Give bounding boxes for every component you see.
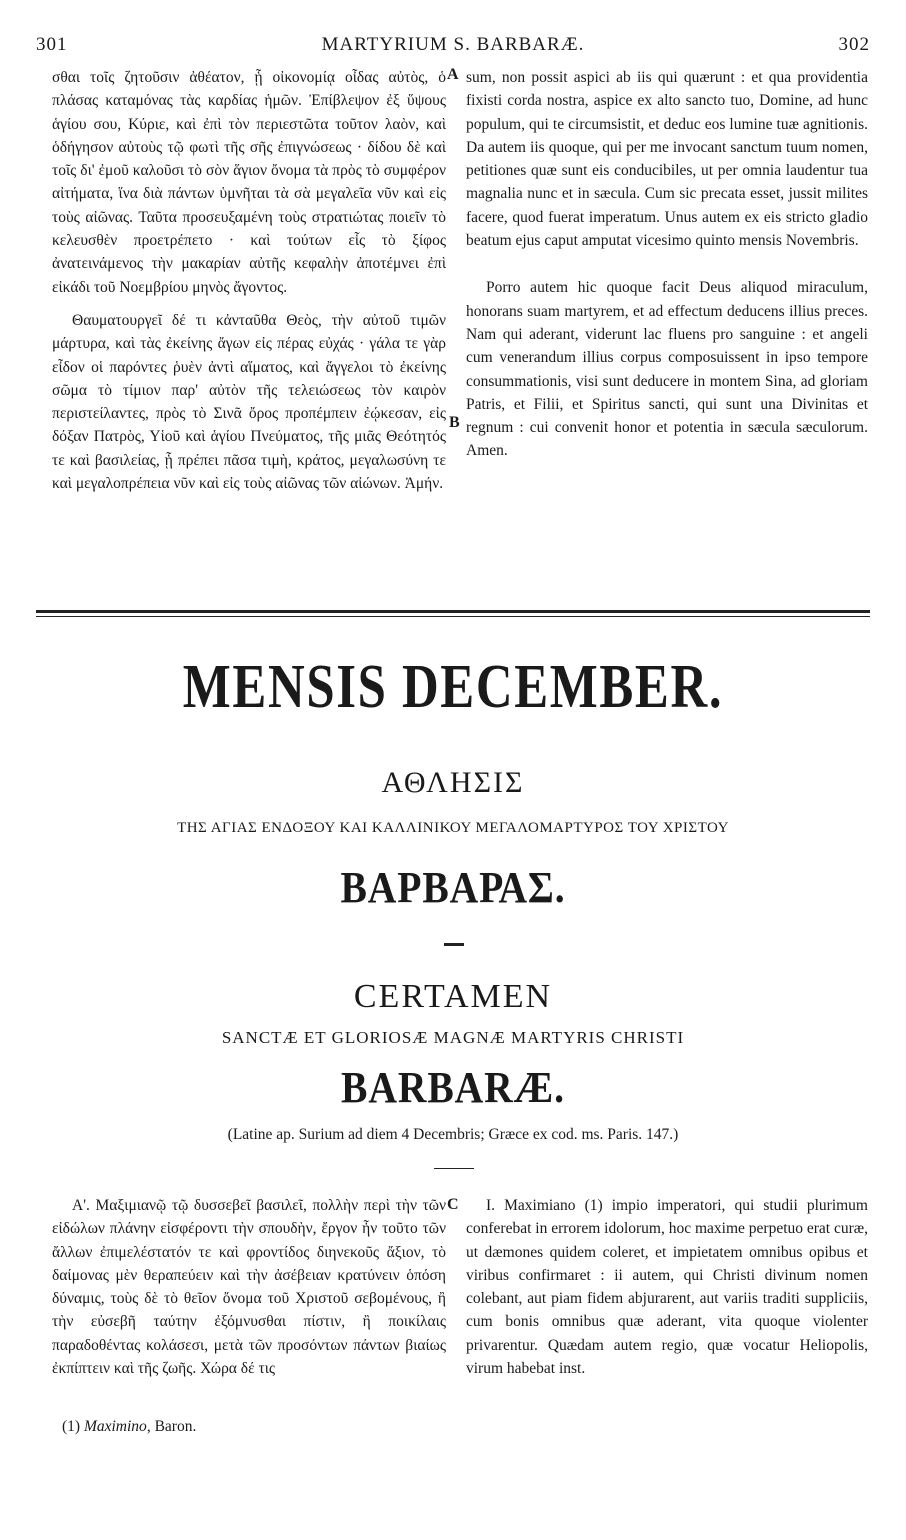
latin-column-bottom — [466, 1194, 868, 1380]
note-dash — [434, 1168, 474, 1169]
section-rule-thick — [36, 610, 870, 613]
running-title: MARTYRIUM S. BARBARÆ. — [321, 34, 585, 55]
margin-marker-c: C — [447, 1196, 459, 1213]
month-title: MENSIS DECEMBER. — [182, 653, 724, 721]
footnote — [62, 1418, 196, 1436]
greek-subtitle: ΤΗΣ ΑΓΙΑΣ ΕΝΔΟΞΟΥ ΚΑΙ ΚΑΛΛΙΝΙΚΟΥ ΜΕΓΑΛΟΜΑΡΤΥΡΟΣ ΤΟΥ ΧΡΙΣΤΟΥ — [177, 820, 729, 836]
greek-saint-name: ΒΑΡΒΑΡΑΣ. — [340, 863, 566, 912]
latin-paragraph-3: I. Maximiano (1) impio imperatori, qui studii plurimum conferebat in errorem idolorum, hoc maxime perpetuo erat curæ, ut dæmones quidem coleret, et impietatem omnibus opibus et viribus confirmaret : ii autem, qui Christi divinum nomen colebant, aut piam fidem abjurarent, aut variis traditi suppliciis, cum bonis omnibus quæ aderant, vita quoque violenter privarentur. Quædam autem regio, quæ vocatur Heliopolis, virum habebat inst. — [466, 1197, 868, 1378]
footnote-number: (1) — [62, 1418, 81, 1435]
latin-column-top — [466, 66, 868, 463]
greek-paragraph-2: Θαυματουργεῖ δέ τι κἀνταῦθα Θεὸς, τὴν αὐτοῦ τιμῶν μάρτυρα, καὶ τὰς ἐκείνης ἄγων εἰς πέρας εὐχάς · γάλα τε γὰρ εἶδον οἱ παρόντες ῥυὲν ἀντὶ αἵματος, καὶ ἄγγελοι τὸ ἐκείνης σῶμα τὸ τίμιον παρ' αὐτὸν τῆς τελειώσεως τὸν καιρὸν περιστείλαντες, πρὸς τὸ Σινᾶ ὄρος προπέμπειν ἐῴκεσαν, εἰς δόξαν Πατρὸς, Υἱοῦ καὶ ἁγίου Πνεύματος, τῆς μιᾶς Θεότητός τε καὶ βασιλείας, ᾗ πρέπει πᾶσα τιμὴ, κράτος, μεγαλωσύνη τε καὶ μεγαλοπρέπεια νῦν καὶ εἰς τοὺς αἰῶνας τῶν αἰώνων. Ἀμήν. — [52, 311, 446, 493]
margin-marker-a: A — [447, 66, 459, 83]
footnote-source: , Baron. — [146, 1418, 197, 1435]
source-note: (Latine ap. Surium ad diem 4 Decembris; Græce ex cod. ms. Paris. 147.) — [227, 1126, 679, 1143]
latin-saint-name: BARBARÆ. — [341, 1063, 565, 1112]
latin-paragraph-1: sum, non possit aspici ab iis qui quærunt : et qua providentia fixisti corda nostra, aspice ex alto sancto tuo, Domine, ad hunc populum, qui te circumsistit, et deduc eos lumine tuæ agnitionis. Da autem iis quoque, qui per me invocant sanctum tuum nomen, petitiones quæ sunt eis conducibiles, ut per omnia laudentur tua magnalia nunc et in sæcula. Cum sic precata esset, jussit milites facere, quod fuerat imperatum. Unus autem ex eis stricto gladio beatum ejus caput amputat vicesimo quinto mensis Novembris. — [466, 69, 868, 250]
margin-marker-b: B — [449, 414, 460, 431]
greek-column-bottom — [52, 1194, 446, 1380]
page-number-right: 302 — [838, 34, 870, 55]
page-header — [36, 34, 870, 60]
latin-title: CERTAMEN — [353, 978, 553, 1015]
greek-paragraph-3: Α'. Μαξιμιανῷ τῷ δυσσεβεῖ βασιλεῖ, πολλὴν περὶ τὴν τῶν εἰδώλων πλάνην εἰσφέροντι τὴν σπουδὴν, ἔργον ἦν τοῦτο τῶν ἄλλων ἐπιμελέστατόν τε καὶ φροντίδος διηνεκοῦς ἄξιον, τὸ δαίμονας μὲν θεραπεύειν καὶ τὴν ἀσέβειαν κρατύνειν ὁπόση δύναμις, τοὺς δὲ τὸ θεῖον ὄνομα τοῦ Χριστοῦ σεβομένους, ἢ τὴν εὐσεβῆ ταύτην ἐξόμνυσθαι πίστιν, ἢ ποικίλαις παραδοθέντας κολάσεσι, μετὰ τῶν προσόντων πάντων βιαίως ἐκπίπτειν καὶ τῆς ζωῆς. Χώρα δέ τις — [52, 1197, 446, 1378]
page-number-left: 301 — [36, 34, 68, 55]
footnote-name: Maximino — [83, 1418, 147, 1435]
greek-title: ΑΘΛΗΣΙΣ — [381, 766, 525, 799]
greek-paragraph-1: σθαι τοῖς ζητοῦσιν ἀθέατον, ᾗ οἰκονομίᾳ οἶδας αὐτὸς, ὁ πλάσας καταμόνας τὰς καρδίας ἡμῶν. Ἐπίβλεψον ἐξ ὕψους ἁγίου σου, Κύριε, καὶ ἐπὶ τὸν περιεστῶτα τοῦτον λαὸν, καὶ ὁδήγησον αὐτοὺς τῷ φωτὶ τῆς σῆς ἐπιγνώσεως · δίδου δὲ καὶ τοῖς δι' ἐμοῦ καλοῦσι τὸ σὸν ἅγιον ὄνομα τὰ πρὸς τὸ συμφέρον αἰτήματα, ἵνα διὰ πάντων ὑμνῆται τὰ σὰ μεγαλεῖα νῦν καὶ εἰς τοὺς αἰῶνας. Ταῦτα προσευξαμένη τοὺς στρατιώτας ποιεῖν τὸ κελευσθὲν προετρέπετο · καὶ τούτων εἷς τὸ ξίφος ἀνατεινάμενος τὴν μακαρίαν αὐτῆς κεφαλὴν ἀποτέμνει ἐπὶ εἰκάδι τοῦ Νοεμβρίου μηνὸς ἄγοντος. — [52, 69, 446, 296]
title-dash — [444, 943, 464, 946]
latin-paragraph-2: Porro autem hic quoque facit Deus aliquod miraculum, honorans suam martyrem, et ad effectum deducens illius preces. Nam qui aderant, viderunt lac fluens pro sanguine : et angeli cum venerandum illius corpus composuissent in ipso tempore consummationis, visi sunt deducere in montem Sina, ad gloriam Patris, et Filii, et Spiritus sancti, qui sunt una Divinitas et regnum : cui convenit honor et potentia in sæcula sæculorum. Amen. — [466, 279, 868, 460]
greek-column-top — [52, 66, 446, 495]
latin-subtitle: SANCTÆ ET GLORIOSÆ MAGNÆ MARTYRIS CHRISTI — [221, 1028, 685, 1047]
section-rule-thin — [36, 616, 870, 617]
